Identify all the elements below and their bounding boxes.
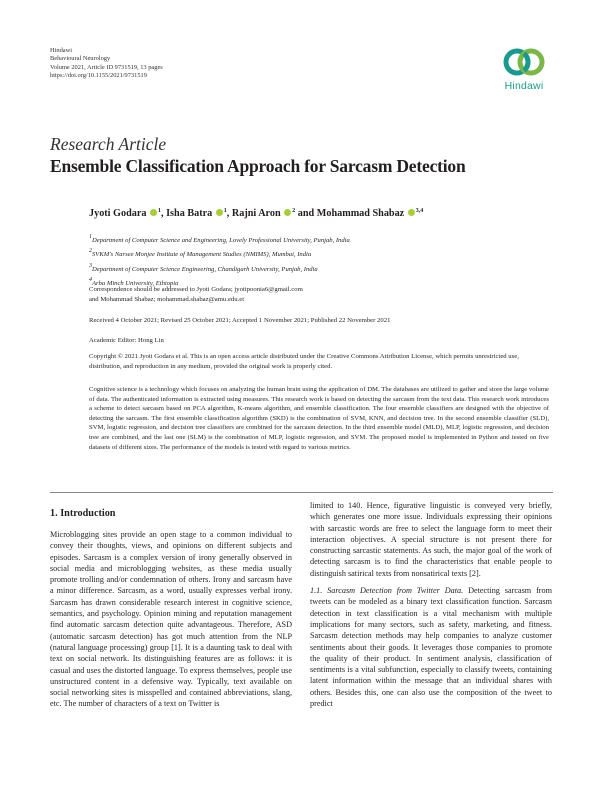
affiliation-text: Department of Computer Science Engineering, Chandigarh University, Punjab, India: [92, 265, 318, 273]
body-column-right: [310, 500, 552, 715]
orcid-icon[interactable]: [150, 209, 157, 216]
author-name[interactable]: Isha Batra: [166, 208, 213, 219]
affiliation-item: [89, 261, 350, 275]
hindawi-logo-icon: [503, 45, 545, 79]
journal-meta: [50, 47, 163, 80]
author-name[interactable]: Rajni Aron: [231, 208, 281, 219]
article-title: Ensemble Classification Approach for Sarcasm Detection: [50, 156, 466, 176]
affiliations: [89, 232, 350, 289]
subsection-heading: 1.1. Sarcasm Detection from Twitter Data.: [310, 586, 464, 596]
copyright-notice: Copyright © 2021 Jyoti Godara et al. This is an open access article distributed under the Creative Commons Attribution License, which permits unrestricted use, distribution, and reproduction in any medium, provided the original work is properly cited.: [89, 353, 519, 370]
body-paragraph: limited to 140. Hence, figurative linguistic is conveyed very briefly, which generates one more issue. Individuals expressing their opinions with sarcastic words are free to select the language form to meet their interaction objectives. A special structure is not present there for constructing sarcastic statements. As such, the major goal of the work of detecting sarcasm is to find the characteristics that enable people to distinguish satirical texts from nonsatirical texts [2].: [310, 501, 552, 578]
orcid-icon[interactable]: [408, 209, 415, 216]
correspondence-line[interactable]: Correspondence should be addressed to Jyoti Godara; jyotipoonia6@gmail.com: [89, 286, 303, 293]
correspondence: [89, 285, 549, 304]
body-paragraph: Microblogging sites provide an open stage to a common individual to convey their thoughts, views, and opinions on different subjects and episodes. Sarcasm is a complex version of irony generally observed in social media and microblogging websites, as these media usually promote trolling and/or condemnation of others. Irony and sarcasm have a minor difference. Sarcasm, as a word, usually expresses verbal irony. Sarcasm has drawn considerable research interest in cognitive science, semantics, and psychology. Opinion mining and reputation management find automatic sarcasm detection quite advantageous. Therefore, ASD (automatic sarcasm detection) has got much attention from the NLP (natural language processing) group [1]. It is a daunting task to deal with text on social network. Its distinguishing features are as follows: it is casual and uses the distorted language. To express themselves, people use unstructured content in a defensive way. Typically, text available on social networking sites is misspelled and contained abbreviations, slang, etc. The number of characters of a text on Twitter is: [50, 530, 292, 709]
body-column-left: [50, 500, 292, 716]
section-heading: 1. Introduction: [50, 508, 116, 519]
article-type: Research Article: [50, 134, 167, 154]
affiliation-number: 1: [89, 234, 92, 240]
affiliation-item: [89, 232, 350, 246]
affiliation-text: Department of Computer Science and Engineering, Lovely Professional University, Punjab, India: [92, 237, 350, 244]
author-separator: ,: [226, 208, 230, 219]
correspondence-line[interactable]: and Mohammad Shabaz; mohammad.shabaz@amu.edu.et: [89, 295, 245, 303]
body-paragraph: [310, 585, 552, 709]
journal-name: Behavioural Neurology: [50, 55, 111, 63]
abstract: Cognitive science is a technology which focuses on analyzing the human brain using the application of DM. The databases are utilized to gather and store the large volume of data. The authenticated information is extracted using measures. This research work is based on detecting the sarcasm from the text data. This research work introduces a scheme to detect sarcasm based on PCA algorithm, K-means algorithm, and ensemble classification. The four ensemble classifiers are designed with the objective of detecting the sarcasm. The first ensemble classification algorithm (SKD) is the combination of SVM, KNN, and decision tree. In the second ensemble classifier (SLD), SVM, logistic regression, and decision tree classifiers are combined for the sarcasm detection. In the third ensemble model (MLD), MLP, logistic regression, and decision tree are combined, and the last one (SLM) is the combination of MLP, logistic regression, and SVM. The proposed model is implemented in Python and tested on five datasets of different sizes. The performance of the models is tested with regard to various metrics.: [89, 386, 549, 451]
affiliation-number: 2: [89, 248, 92, 255]
affiliation-text: SVKM's Narsee Monjee Institute of Management Studies (NMIMS), Mumbai, India: [92, 251, 312, 259]
author-name[interactable]: Mohammad Shabaz: [316, 208, 405, 219]
author-affil-sup: 3,4: [415, 208, 424, 214]
author-separator: and: [295, 208, 315, 219]
author-affil-sup: 1: [223, 208, 227, 214]
affiliation-number: 3: [89, 262, 92, 269]
author-list: [89, 208, 423, 219]
author-affil-sup: 1: [158, 208, 161, 214]
section-divider: [50, 492, 553, 493]
doi-link[interactable]: https://doi.org/10.1155/2021/9731519: [50, 71, 147, 79]
publisher-logo: [495, 45, 553, 105]
logo-text: Hindawi: [504, 80, 544, 92]
publisher-name: Hindawi: [50, 47, 73, 54]
volume-line: Volume 2021, Article ID 9731519, 13 pages: [50, 63, 163, 71]
academic-editor: Academic Editor: Hong Lin: [89, 337, 164, 344]
affiliation-number: 4: [89, 276, 92, 283]
author-affil-sup: 2: [292, 208, 296, 214]
author-name[interactable]: Jyoti Godara: [89, 208, 147, 219]
author-separator: ,: [161, 208, 164, 219]
affiliation-item: [89, 246, 350, 260]
affiliation-text: Arba Minch University, Ethiopia: [92, 279, 179, 287]
orcid-icon[interactable]: [284, 209, 291, 216]
publication-dates: Received 4 October 2021; Revised 25 October 2021; Accepted 1 November 2021; Published 22 November 2021: [89, 317, 391, 324]
orcid-icon[interactable]: [216, 209, 223, 216]
subsection-text: Detecting sarcasm from tweets can be modeled as a binary text classification function. Sarcasm detection in text classification is a vital mechanism with multiple implications for many sectors, such as safety, marketing, and fitness. Sarcasm detection methods may help companies to analyze customer sentiments about their goods. It leverages those companies to promote the quality of their product. In sentiment analysis, classification of sentiments is a vital subfunction, especially to classify tweets, containing latent information within the message that an individual shares with others. Besides this, one can also use the composition of the tweet to predict: [310, 586, 552, 709]
